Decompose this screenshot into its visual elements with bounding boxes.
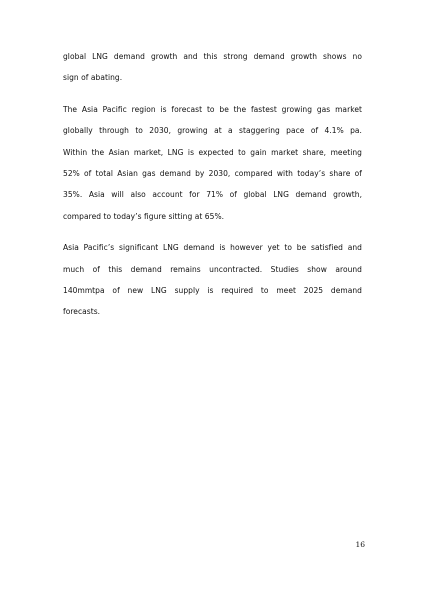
text-line: much of this demand remains uncontracted. Studies show around [63,264,362,274]
paragraph-uncontracted-demand [63,237,362,323]
page-number: 16 [355,540,365,549]
body-text [63,46,362,323]
text-line: compared to today’s figure sitting at 65%. [63,211,225,221]
text-line: globally through to 2030, growing at a staggering pace of 4.1% pa. [63,126,362,136]
text-line: sign of abating. [63,73,123,83]
paragraph-lng-demand-growth [63,46,362,89]
text-line: forecasts. [63,307,101,317]
text-line: Within the Asian market, LNG is expected to gain market share, meeting [63,147,362,157]
text-line: 140mmtpa of new LNG supply is required to meet 2025 demand [63,285,362,295]
text-line: 35%. Asia will also account for 71% of global LNG demand growth, [63,190,362,200]
text-line: Asia Pacific’s significant LNG demand is however yet to be satisfied and [63,243,362,253]
text-line: 52% of total Asian gas demand by 2030, compared with today’s share of [63,168,362,178]
paragraph-spacer [63,227,362,237]
text-line: global LNG demand growth and this strong demand growth shows no [63,52,362,61]
text-line: The Asia Pacific region is forecast to be the fastest growing gas market [63,104,362,114]
paragraph-spacer [63,89,362,99]
paragraph-asia-pacific-forecast [63,99,362,227]
